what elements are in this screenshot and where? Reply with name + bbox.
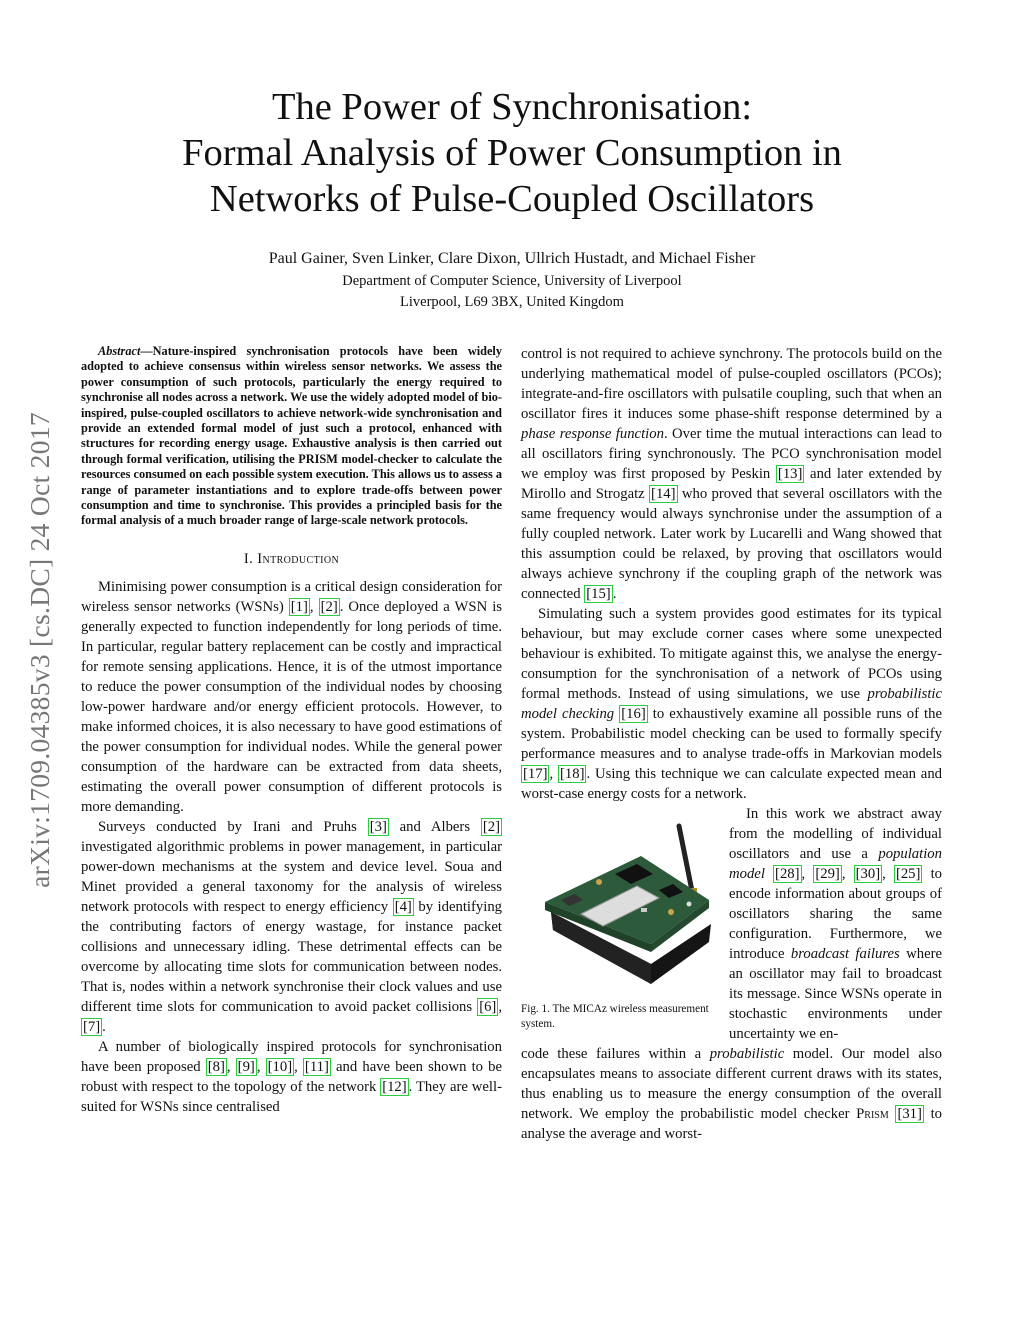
title-line-3: Networks of Pulse-Coupled Oscillators [209, 178, 815, 220]
figure-1 [521, 804, 718, 1044]
intro-paragraph-4: control is not required to achieve synchrony. The protocols build on the underlying mathematical model of pulse-coupled oscillators (PCOs); integrate-and-fire oscillators with pulsatile coupling, such that when an oscillator fires it induces some phase-shift response determined by a phase response function. Over time the mutual interactions can lead to all oscillators firing synchronously. The PCO synchronisation model we employ was first proposed by Peskin [13] and later extended by Mirollo and Strogatz [14] who proved that several oscillators with the same frequency would always synchronise under the assumption of a fully coupled network. Later work by Lucarelli and Wang showed that this assumption could be relaxed, by proving that oscillators would always achieve synchrony if the coupling graph of the network was connected [15] . [521, 346, 942, 602]
citation-link[interactable]: [10] [267, 1058, 293, 1075]
citation-link[interactable]: [8] [207, 1058, 225, 1075]
prism-name: Prism [856, 1106, 889, 1122]
figure-caption: Fig. 1. The MICAz wireless measurement system. [521, 1003, 709, 1030]
citation-link[interactable]: [1] [290, 598, 308, 615]
citation-link[interactable]: [28] [775, 866, 800, 882]
abstract-label: Abstract [98, 344, 141, 358]
citation-link[interactable]: [25] [895, 866, 921, 882]
intro-paragraph-5: Simulating such a system provides good estimates for its typical behaviour, but may exclude corner cases where some unexpected behaviour is exhibited. To mitigate against this, we analyse the energy-consumption for the synchronisation of a network of PCOs using formal methods. Instead of using simulations, we use probabilistic model checking [16] to exhaustively examine all possible runs of the system. Probabilistic model checking can be used to formally specify performance measures and to analyse trade-offs in Markovian models [17] , [18] . Using this technique we can calculate expected mean and worst-case energy costs for a network. [521, 606, 943, 802]
citation-link[interactable]: [15] [586, 586, 611, 602]
citation-link[interactable]: [2] [320, 598, 338, 615]
arxiv-stamp-text: arXiv:1709.04385v3 [cs.DC] 24 Oct 2017 [24, 412, 56, 888]
abstract: Abstract—Nature-inspired synchronisation protocols have been widely adopted to achieve consensus within wireless sensor networks. We assess the power consumption of such protocols, particularly the energy required to synchronise all nodes across a network. We use the widely adopted model of bio-inspired, pulse-coupled oscillators to achieve network-wide synchronisation and provide an extended formal model of just such a protocol, enhanced with structures for recording energy usage. Exhaustive analysis is then carried out through formal verification, utilising the PRISM model-checker to calculate the resources consumed on each possible system execution. This allows us to assess a range of parameter instantiations and to explore trade-offs between power consumption and time to synchronise. This provides a principled basis for the formal analysis of a much broader range of large-scale network protocols. [81, 344, 502, 528]
citation-link[interactable]: [31] [897, 1106, 922, 1122]
affiliation-address: Liverpool, L69 3BX, United Kingdom [400, 294, 624, 310]
paper-title [0, 84, 1024, 222]
intro-paragraph-1: Minimising power consumption is a critical design consideration for wireless sensor networks (WSNs) [1] , [2] . Once deployed a WSN is generally expected to function independently for long periods of time. In particular, regular battery replacement can be costly and impractical for remote sensing applications. Hence, it is of the utmost importance to reduce the power consumption of the individual nodes by choosing low-power hardware and/or energy efficient protocols. However, to make informed choices, it is also necessary to have good estimations of the power consumption for individual nodes. While the general power consumption of the hardware can be extracted from data sheets, estimating the overall power consumption of different protocols is more demanding. [81, 578, 503, 815]
citation-link[interactable]: [6] [479, 998, 497, 1015]
intro-paragraph-6: In this work we abstract away from the modelling of individual oscillators and use a population model [28] , [29] , [30] , [25] to encode information about groups of oscillators sharing the same configuration. Furthermore, we introduce broadcast failures where an oscillator may fail to broadcast its message. Since WSNs operate in stochastic environments under uncertainty we en- [729, 806, 942, 1042]
citation-link[interactable]: [18] [560, 766, 585, 782]
arxiv-identifier-stamp [20, 350, 60, 950]
section-heading [81, 549, 502, 569]
citation-link[interactable]: [17] [523, 766, 548, 782]
micaz-device-photo [541, 804, 713, 989]
left-column [81, 344, 502, 1117]
title-line-2: Formal Analysis of Power Consumption in [182, 132, 842, 174]
intro-paragraph-3: A number of biologically inspired protocols for synchronisation have been proposed [8] , [9] , [10] , [11] and have been shown to be robust with respect to the topology of the network [12] . They are well-suited for WSNs since centralised [81, 1038, 502, 1115]
right-column [521, 344, 942, 1144]
section-number: I. [243, 550, 254, 567]
citation-link[interactable]: [4] [394, 898, 412, 915]
intro-paragraph-2: Surveys conducted by Irani and Pruhs [3] and Albers [2] investigated algorithmic problems in power management, in particular power-down mechanisms at the system and device level. Soua and Minet provided a general taxonomy for the analysis of wireless network protocols with respect to energy efficiency [4] by identifying the contributing factors of energy wastage, for instance packet collisions and unnecessary idling. These detrimental effects can be overcome by allocating time slots for communication between nodes. That is, nodes within a network synchronise their clock values and use different time slots for communication to avoid packet collisions [6] , [7] . [81, 818, 503, 1035]
title-line-1: The Power of Synchronisation: [271, 86, 753, 128]
citation-link[interactable]: [12] [382, 1078, 407, 1095]
affiliation [0, 271, 1024, 313]
citation-link[interactable]: [13] [777, 466, 803, 482]
citation-link[interactable]: [14] [651, 486, 676, 502]
affiliation-department: Department of Computer Science, University of Liverpool [342, 273, 682, 289]
citation-link[interactable]: [16] [621, 706, 646, 722]
abstract-text: Nature-inspired synchronisation protocols have been widely adopted to achieve consensus within wireless sensor networks. We assess the power consumption of such protocols, particularly the energy required to synchronise all nodes across a network. We use the widely adopted model of bio-inspired, pulse-coupled oscillators to achieve network-wide synchronisation and provide an extended formal model of just such a protocol, enhanced with structures for recording energy usage. Exhaustive analysis is then carried out through formal verification, utilising the PRISM model-checker to calculate the resources consumed on each possible system execution. This allows us to assess a range of parameter instantiations and to explore trade-offs between power consumption and time to synchronise. This provides a principled basis for the formal analysis of a much broader range of large-scale network protocols. [81, 344, 502, 528]
figure-wrap-block [521, 804, 942, 1044]
section-title: Introduction [257, 550, 340, 567]
wrapped-text [729, 804, 942, 1044]
citation-link[interactable]: [7] [83, 1018, 101, 1035]
citation-link[interactable]: [9] [237, 1058, 255, 1075]
author-list: Paul Gainer, Sven Linker, Clare Dixon, Ullrich Hustadt, and Michael Fisher [268, 250, 756, 267]
citation-link[interactable]: [2] [482, 818, 501, 835]
intro-paragraph-7: code these failures within a probabilistic model. Our model also encapsulates means to associate different current draws with its states, thus enabling us to measure the energy consumption of the overall network. We employ the probabilistic model checker Prism [31] to analyse the average and worst- [521, 1046, 943, 1142]
citation-link[interactable]: [3] [369, 818, 387, 835]
citation-link[interactable]: [30] [855, 866, 881, 882]
citation-link[interactable]: [11] [304, 1058, 329, 1075]
citation-link[interactable]: [29] [815, 866, 840, 882]
